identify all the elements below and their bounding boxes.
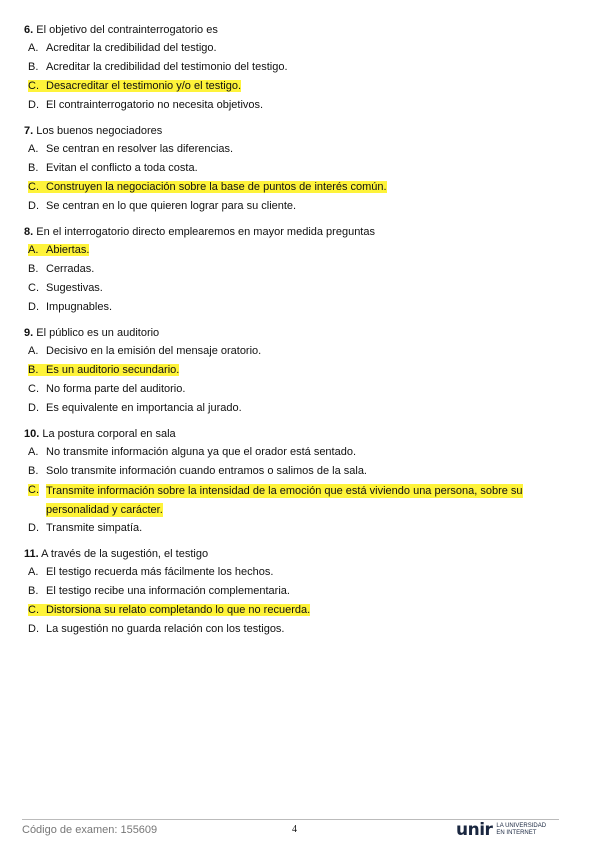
answer-option-a xyxy=(22,141,582,160)
option-text: Evitan el conflicto a toda costa. xyxy=(46,162,198,174)
logo-tagline xyxy=(496,823,546,837)
option-text: Acreditar la credibilidad del testimonio del testigo. xyxy=(46,61,288,73)
answer-option-b-correct xyxy=(22,362,582,381)
question-text: Los buenos negociadores xyxy=(36,125,163,137)
exam-code: Código de examen: 155609 xyxy=(22,824,158,836)
answer-option-a xyxy=(22,343,582,362)
option-text: Construyen la negociación sobre la base de puntos de interés común. xyxy=(46,181,387,193)
option-letter: A. xyxy=(28,446,39,458)
option-text: Es equivalente en importancia al jurado. xyxy=(46,402,242,414)
option-letter: B. xyxy=(28,263,39,275)
option-letter: D. xyxy=(28,200,39,212)
option-letter: B. xyxy=(28,162,39,174)
question-stem xyxy=(24,122,582,141)
answer-option-d xyxy=(22,400,582,419)
option-text: Decisivo en la emisión del mensaje oratorio. xyxy=(46,345,262,357)
option-text: Desacreditar el testimonio y/o el testigo. xyxy=(46,80,242,92)
option-letter: D. xyxy=(28,402,39,414)
option-letter: B. xyxy=(28,585,39,597)
question-stem xyxy=(24,21,582,40)
option-letter: B. xyxy=(28,364,39,376)
question-number: 10. xyxy=(24,428,40,440)
answer-option-d xyxy=(22,621,582,640)
answer-option-c xyxy=(22,280,582,299)
option-letter: C. xyxy=(28,181,39,193)
answer-option-d xyxy=(22,520,582,539)
question-text: La postura corporal en sala xyxy=(42,428,176,440)
option-letter: D. xyxy=(28,623,39,635)
option-text: Distorsiona su relato completando lo que no recuerda. xyxy=(46,604,311,616)
option-letter: A. xyxy=(28,143,39,155)
option-letter: C. xyxy=(28,80,39,92)
option-text: Acreditar la credibilidad del testigo. xyxy=(46,42,217,54)
logo-wordmark: unir xyxy=(456,820,493,840)
question-7 xyxy=(22,122,582,217)
option-text: Abiertas. xyxy=(46,244,90,256)
option-letter: C. xyxy=(28,282,39,294)
option-letter: A. xyxy=(28,566,39,578)
answer-option-c-correct xyxy=(22,179,582,198)
logo-tagline-line-2: EN INTERNET xyxy=(496,830,537,836)
answer-option-b xyxy=(22,59,582,78)
question-stem xyxy=(24,324,582,343)
option-letter: A. xyxy=(28,42,39,54)
option-letter: A. xyxy=(28,244,39,256)
option-letter: D. xyxy=(28,99,39,111)
option-text: Se centran en lo que quieren lograr para su cliente. xyxy=(46,200,297,212)
question-stem xyxy=(24,425,582,444)
option-text: Impugnables. xyxy=(46,301,113,313)
answer-option-c xyxy=(22,381,582,400)
question-text: El objetivo del contrainterrogatorio es xyxy=(36,24,218,36)
option-text: Solo transmite información cuando entramos o salimos de la sala. xyxy=(46,465,367,477)
option-text: Transmite simpatía. xyxy=(46,522,143,534)
answer-option-c-correct xyxy=(22,602,582,621)
option-text: No forma parte del auditorio. xyxy=(46,383,186,395)
unir-logo xyxy=(456,820,546,840)
question-number: 9. xyxy=(24,327,34,339)
answer-option-c-correct xyxy=(22,482,582,520)
question-stem xyxy=(24,223,582,242)
answer-option-a xyxy=(22,444,582,463)
option-letter: C. xyxy=(28,383,39,395)
option-letter: D. xyxy=(28,522,39,534)
question-9 xyxy=(22,324,582,419)
page-number: 4 xyxy=(292,824,297,835)
option-letter: C. xyxy=(28,484,39,496)
question-stem xyxy=(24,545,582,564)
question-text: A través de la sugestión, el testigo xyxy=(41,548,209,560)
option-text: Se centran en resolver las diferencias. xyxy=(46,143,234,155)
option-letter: B. xyxy=(28,61,39,73)
exam-questions xyxy=(22,21,582,646)
question-6 xyxy=(22,21,582,116)
question-text: En el interrogatorio directo emplearemos en mayor medida preguntas xyxy=(36,226,375,238)
answer-option-d xyxy=(22,97,582,116)
answer-option-b xyxy=(22,160,582,179)
answer-option-d xyxy=(22,198,582,217)
option-letter: C. xyxy=(28,604,39,616)
question-number: 8. xyxy=(24,226,34,238)
answer-option-c-correct xyxy=(22,78,582,97)
option-letter: A. xyxy=(28,345,39,357)
option-text: Cerradas. xyxy=(46,263,95,275)
option-text: Transmite información sobre la intensidad de la emoción que está viviendo una persona, sobre su personalidad y carácter. xyxy=(46,485,523,516)
question-11 xyxy=(22,545,582,640)
question-number: 6. xyxy=(24,24,34,36)
option-text: El contrainterrogatorio no necesita objetivos. xyxy=(46,99,264,111)
question-8 xyxy=(22,223,582,318)
option-text: Sugestivas. xyxy=(46,282,103,294)
answer-option-b xyxy=(22,463,582,482)
question-10 xyxy=(22,425,582,539)
answer-option-b xyxy=(22,261,582,280)
option-text: No transmite información alguna ya que el orador está sentado. xyxy=(46,446,357,458)
question-number: 11. xyxy=(24,548,39,560)
option-letter: D. xyxy=(28,301,39,313)
question-number: 7. xyxy=(24,125,34,137)
answer-option-a xyxy=(22,40,582,59)
answer-option-a-correct xyxy=(22,242,582,261)
option-text: El testigo recibe una información complementaria. xyxy=(46,585,290,597)
logo-tagline-line-1: LA UNIVERSIDAD xyxy=(496,823,547,829)
option-letter: B. xyxy=(28,465,39,477)
option-text: El testigo recuerda más fácilmente los hechos. xyxy=(46,566,274,578)
answer-option-a xyxy=(22,564,582,583)
answer-option-b xyxy=(22,583,582,602)
answer-option-d xyxy=(22,299,582,318)
option-text: Es un auditorio secundario. xyxy=(46,364,180,376)
option-text: La sugestión no guarda relación con los testigos. xyxy=(46,623,285,635)
question-text: El público es un auditorio xyxy=(36,327,160,339)
